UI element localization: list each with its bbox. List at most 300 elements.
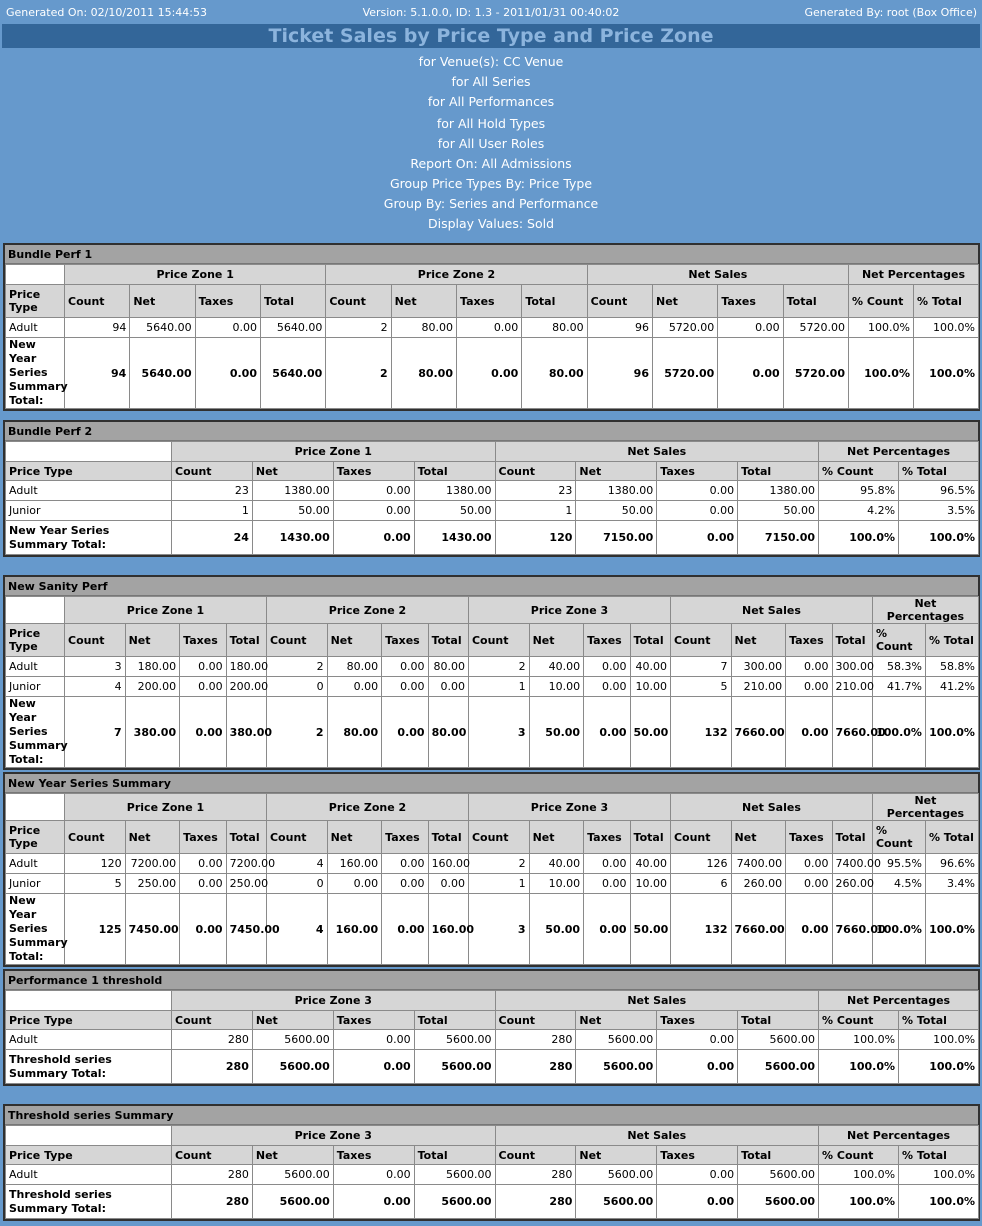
count-header: Count	[65, 624, 126, 657]
percentage-value: 100.0%	[848, 318, 913, 338]
zone-value: 80.00	[428, 657, 468, 677]
total-header: Total	[226, 821, 266, 854]
pct-total-header: % Total	[899, 1146, 979, 1165]
zone-value: 1430.00	[252, 521, 333, 555]
net-sales-value: 280	[495, 1050, 576, 1084]
zone-value: 1	[172, 501, 253, 521]
total-header: Total	[260, 285, 325, 318]
percentage-value: 100.0%	[819, 1185, 899, 1219]
net-header: Net	[731, 821, 786, 854]
zone-value: 0.00	[382, 874, 428, 894]
zone-value: 0.00	[584, 874, 630, 894]
zone-value: 0.00	[327, 874, 382, 894]
report-section	[3, 772, 980, 967]
criteria-line: Display Values: Sold	[427, 216, 555, 231]
zone-value: 125	[65, 894, 126, 965]
column-header-row	[6, 285, 979, 318]
sales-table	[5, 596, 979, 768]
row-label: Junior	[6, 501, 172, 521]
zone-value: 0.00	[456, 318, 521, 338]
net-header: Net	[391, 285, 456, 318]
row-label: Adult	[6, 1165, 172, 1185]
taxes-header: Taxes	[657, 462, 738, 481]
net-percentages-header: Net Percentages	[819, 991, 979, 1011]
taxes-header: Taxes	[180, 821, 226, 854]
taxes-header: Taxes	[657, 1011, 738, 1030]
net-header: Net	[125, 821, 180, 854]
net-sales-value: 0.00	[657, 1165, 738, 1185]
net-sales-value: 120	[495, 521, 576, 555]
net-sales-value: 7660.00	[832, 894, 872, 965]
count-header: Count	[495, 462, 576, 481]
percentage-value: 100.0%	[899, 1030, 979, 1050]
header-spacer	[6, 442, 172, 462]
percentage-value: 95.8%	[819, 481, 899, 501]
report-section	[3, 969, 980, 1086]
net-header: Net	[125, 624, 180, 657]
zone-value: 0.00	[584, 854, 630, 874]
net-sales-value: 96	[587, 318, 652, 338]
price-zone-header: Price Zone 2	[326, 265, 587, 285]
group-header-row	[6, 794, 979, 821]
zone-value: 2	[326, 338, 391, 409]
percentage-value: 96.6%	[925, 854, 978, 874]
price-type-row	[6, 481, 979, 501]
sales-table	[5, 793, 979, 965]
row-label: New Year Series Summary Total:	[6, 338, 65, 409]
zone-value: 50.00	[529, 697, 584, 768]
header-spacer	[6, 1126, 172, 1146]
net-sales-value: 0.00	[786, 697, 832, 768]
price-zone-header: Price Zone 3	[468, 794, 670, 821]
section-title: Threshold series Summary	[5, 1106, 978, 1125]
column-header-row	[6, 821, 979, 854]
percentage-value: 100.0%	[848, 338, 913, 409]
zone-value: 80.00	[522, 338, 587, 409]
percentage-value: 4.5%	[872, 874, 925, 894]
zone-value: 50.00	[630, 697, 670, 768]
net-header: Net	[576, 462, 657, 481]
net-sales-value: 210.00	[832, 677, 872, 697]
row-label: Adult	[6, 318, 65, 338]
net-sales-value: 5600.00	[738, 1050, 819, 1084]
total-header: Total	[738, 1146, 819, 1165]
zone-value: 0.00	[180, 697, 226, 768]
zone-value: 5600.00	[252, 1030, 333, 1050]
net-sales-value: 126	[670, 854, 731, 874]
zone-value: 80.00	[391, 338, 456, 409]
zone-value: 0.00	[382, 657, 428, 677]
zone-value: 3	[468, 894, 529, 965]
percentage-value: 41.2%	[925, 677, 978, 697]
net-sales-value: 280	[495, 1165, 576, 1185]
zone-value: 0.00	[333, 1165, 414, 1185]
price-zone-header: Price Zone 2	[266, 794, 468, 821]
zone-value: 7450.00	[226, 894, 266, 965]
price-zone-header: Price Zone 3	[172, 1126, 496, 1146]
pct-count-header: % Count	[872, 821, 925, 854]
zone-value: 0	[266, 677, 327, 697]
zone-value: 0.00	[382, 697, 428, 768]
group-header-row	[6, 442, 979, 462]
taxes-header: Taxes	[382, 821, 428, 854]
report-title: Ticket Sales by Price Type and Price Zone	[2, 24, 980, 48]
zone-value: 0.00	[584, 677, 630, 697]
summary-total-row	[6, 697, 979, 768]
price-type-header: Price Type	[6, 462, 172, 481]
price-zone-header: Price Zone 2	[266, 597, 468, 624]
group-header-row	[6, 265, 979, 285]
zone-value: 3	[65, 657, 126, 677]
percentage-value: 96.5%	[899, 481, 979, 501]
percentage-value: 3.4%	[925, 874, 978, 894]
price-type-row	[6, 1165, 979, 1185]
net-header: Net	[529, 821, 584, 854]
zone-value: 0.00	[584, 894, 630, 965]
group-header-row	[6, 1126, 979, 1146]
zone-value: 5600.00	[414, 1030, 495, 1050]
column-header-row	[6, 462, 979, 481]
net-sales-value: 0.00	[657, 481, 738, 501]
taxes-header: Taxes	[180, 624, 226, 657]
pct-count-header: % Count	[848, 285, 913, 318]
summary-total-row	[6, 338, 979, 409]
row-label: Adult	[6, 1030, 172, 1050]
pct-total-header: % Total	[913, 285, 978, 318]
zone-value: 120	[65, 854, 126, 874]
zone-value: 2	[468, 854, 529, 874]
price-type-row	[6, 677, 979, 697]
net-sales-value: 0.00	[786, 874, 832, 894]
net-sales-value: 5600.00	[576, 1185, 657, 1219]
total-header: Total	[414, 462, 495, 481]
net-sales-value: 5600.00	[738, 1030, 819, 1050]
section-title: New Sanity Perf	[5, 577, 978, 596]
zone-value: 7200.00	[125, 854, 180, 874]
summary-total-row	[6, 894, 979, 965]
row-label: New Year Series Summary Total:	[6, 697, 65, 768]
net-sales-value: 0.00	[786, 677, 832, 697]
zone-value: 1380.00	[414, 481, 495, 501]
net-sales-value: 6	[670, 874, 731, 894]
zone-value: 0.00	[333, 1050, 414, 1084]
net-sales-value: 1380.00	[576, 481, 657, 501]
zone-value: 280	[172, 1165, 253, 1185]
percentage-value: 100.0%	[899, 1050, 979, 1084]
net-sales-value: 5	[670, 677, 731, 697]
net-sales-value: 23	[495, 481, 576, 501]
count-header: Count	[495, 1011, 576, 1030]
taxes-header: Taxes	[786, 821, 832, 854]
net-sales-value: 7400.00	[731, 854, 786, 874]
taxes-header: Taxes	[786, 624, 832, 657]
sales-table	[5, 264, 979, 409]
net-sales-value: 0.00	[657, 1185, 738, 1219]
net-sales-value: 5720.00	[783, 318, 848, 338]
net-sales-value: 0.00	[786, 894, 832, 965]
percentage-value: 100.0%	[872, 894, 925, 965]
zone-value: 0.00	[584, 697, 630, 768]
net-sales-value: 280	[495, 1030, 576, 1050]
price-type-row	[6, 318, 979, 338]
summary-total-row	[6, 1050, 979, 1084]
zone-value: 5600.00	[252, 1050, 333, 1084]
criteria-line: for Venue(s): CC Venue	[418, 54, 564, 69]
zone-value: 10.00	[630, 874, 670, 894]
zone-value: 23	[172, 481, 253, 501]
percentage-value: 100.0%	[925, 697, 978, 768]
header-spacer	[6, 265, 65, 285]
zone-value: 5640.00	[130, 318, 195, 338]
zone-value: 250.00	[125, 874, 180, 894]
header-spacer	[6, 597, 65, 624]
net-header: Net	[252, 1011, 333, 1030]
row-label: Junior	[6, 874, 65, 894]
criteria-line: for All Performances	[427, 94, 555, 109]
net-header: Net	[652, 285, 717, 318]
zone-value: 280	[172, 1030, 253, 1050]
zone-value: 94	[65, 338, 130, 409]
zone-value: 0.00	[382, 894, 428, 965]
zone-value: 0.00	[382, 677, 428, 697]
zone-value: 5640.00	[260, 338, 325, 409]
percentage-value: 100.0%	[872, 697, 925, 768]
percentage-value: 100.0%	[925, 894, 978, 965]
net-sales-value: 5720.00	[783, 338, 848, 409]
zone-value: 5640.00	[260, 318, 325, 338]
percentage-value: 100.0%	[819, 1050, 899, 1084]
zone-value: 0.00	[180, 657, 226, 677]
net-sales-value: 7150.00	[576, 521, 657, 555]
group-header-row	[6, 597, 979, 624]
net-header: Net	[327, 821, 382, 854]
price-zone-header: Price Zone 1	[65, 794, 267, 821]
taxes-header: Taxes	[718, 285, 783, 318]
net-sales-header: Net Sales	[495, 1126, 819, 1146]
price-zone-header: Price Zone 1	[172, 442, 496, 462]
price-type-row	[6, 874, 979, 894]
net-sales-value: 5720.00	[652, 338, 717, 409]
zone-value: 50.00	[630, 894, 670, 965]
taxes-header: Taxes	[382, 624, 428, 657]
taxes-header: Taxes	[657, 1146, 738, 1165]
version-info: Version: 5.1.0.0, ID: 1.3 - 2011/01/31 00:40:02	[362, 6, 620, 19]
total-header: Total	[428, 821, 468, 854]
price-type-header: Price Type	[6, 285, 65, 318]
total-header: Total	[832, 624, 872, 657]
taxes-header: Taxes	[333, 1146, 414, 1165]
total-header: Total	[630, 624, 670, 657]
report-header-bar	[0, 0, 982, 24]
total-header: Total	[630, 821, 670, 854]
net-sales-value: 0.00	[786, 657, 832, 677]
total-header: Total	[738, 1011, 819, 1030]
zone-value: 4	[65, 677, 126, 697]
pct-count-header: % Count	[819, 1011, 899, 1030]
net-header: Net	[529, 624, 584, 657]
zone-value: 94	[65, 318, 130, 338]
net-sales-value: 50.00	[576, 501, 657, 521]
percentage-value: 100.0%	[913, 338, 978, 409]
net-sales-value: 96	[587, 338, 652, 409]
row-label: New Year Series Summary Total:	[6, 521, 172, 555]
zone-value: 1	[468, 677, 529, 697]
zone-value: 200.00	[125, 677, 180, 697]
price-type-header: Price Type	[6, 821, 65, 854]
percentage-value: 100.0%	[819, 521, 899, 555]
count-header: Count	[670, 821, 731, 854]
net-sales-value: 300.00	[731, 657, 786, 677]
price-type-row	[6, 501, 979, 521]
zone-value: 280	[172, 1185, 253, 1219]
percentage-value: 100.0%	[819, 1165, 899, 1185]
percentage-value: 3.5%	[899, 501, 979, 521]
count-header: Count	[587, 285, 652, 318]
zone-value: 0.00	[327, 677, 382, 697]
total-header: Total	[414, 1011, 495, 1030]
criteria-line: for All User Roles	[437, 136, 545, 151]
percentage-value: 58.8%	[925, 657, 978, 677]
net-sales-value: 5600.00	[576, 1165, 657, 1185]
sales-table	[5, 990, 979, 1084]
zone-value: 50.00	[529, 894, 584, 965]
zone-value: 7	[65, 697, 126, 768]
net-sales-value: 7400.00	[832, 854, 872, 874]
price-type-row	[6, 657, 979, 677]
zone-value: 7200.00	[226, 854, 266, 874]
zone-value: 5600.00	[252, 1185, 333, 1219]
zone-value: 50.00	[252, 501, 333, 521]
zone-value: 80.00	[327, 657, 382, 677]
zone-value: 80.00	[327, 697, 382, 768]
total-header: Total	[783, 285, 848, 318]
zone-value: 0.00	[180, 874, 226, 894]
summary-total-row	[6, 1185, 979, 1219]
zone-value: 5600.00	[414, 1165, 495, 1185]
net-percentages-header: Net Percentages	[872, 597, 978, 624]
zone-value: 160.00	[327, 854, 382, 874]
zone-value: 380.00	[125, 697, 180, 768]
column-header-row	[6, 624, 979, 657]
summary-total-row	[6, 521, 979, 555]
zone-value: 250.00	[226, 874, 266, 894]
price-type-header: Price Type	[6, 1011, 172, 1030]
generated-by: Generated By: root (Box Office)	[804, 6, 977, 19]
net-sales-value: 5600.00	[576, 1050, 657, 1084]
zone-value: 0.00	[180, 677, 226, 697]
zone-value: 0.00	[180, 894, 226, 965]
total-header: Total	[832, 821, 872, 854]
zone-value: 2	[468, 657, 529, 677]
net-header: Net	[252, 1146, 333, 1165]
price-zone-header: Price Zone 1	[65, 265, 326, 285]
count-header: Count	[468, 821, 529, 854]
section-title: Performance 1 threshold	[5, 971, 978, 990]
net-percentages-header: Net Percentages	[872, 794, 978, 821]
taxes-header: Taxes	[456, 285, 521, 318]
report-section	[3, 1104, 980, 1221]
net-sales-value: 7150.00	[738, 521, 819, 555]
net-sales-value: 50.00	[738, 501, 819, 521]
price-type-row	[6, 1030, 979, 1050]
net-sales-value: 5600.00	[576, 1030, 657, 1050]
pct-total-header: % Total	[899, 1011, 979, 1030]
criteria-line: for All Series	[451, 74, 531, 89]
zone-value: 0.00	[180, 854, 226, 874]
net-sales-value: 7660.00	[731, 697, 786, 768]
zone-value: 2	[266, 657, 327, 677]
total-header: Total	[522, 285, 587, 318]
report-section	[3, 420, 980, 557]
count-header: Count	[65, 821, 126, 854]
net-sales-value: 132	[670, 697, 731, 768]
report-section	[3, 243, 980, 411]
taxes-header: Taxes	[333, 1011, 414, 1030]
zone-value: 160.00	[327, 894, 382, 965]
zone-value: 24	[172, 521, 253, 555]
net-sales-value: 5720.00	[652, 318, 717, 338]
price-zone-header: Price Zone 3	[172, 991, 496, 1011]
criteria-line: for All Hold Types	[436, 116, 546, 131]
column-header-row	[6, 1146, 979, 1165]
zone-value: 0.00	[428, 874, 468, 894]
count-header: Count	[266, 821, 327, 854]
row-label: Adult	[6, 854, 65, 874]
row-label: Threshold series Summary Total:	[6, 1050, 172, 1084]
net-sales-value: 0.00	[718, 318, 783, 338]
count-header: Count	[172, 1011, 253, 1030]
count-header: Count	[172, 1146, 253, 1165]
net-sales-value: 0.00	[657, 501, 738, 521]
zone-value: 0.00	[428, 677, 468, 697]
row-label: Threshold series Summary Total:	[6, 1185, 172, 1219]
taxes-header: Taxes	[584, 821, 630, 854]
zone-value: 0.00	[333, 1030, 414, 1050]
zone-value: 40.00	[529, 657, 584, 677]
net-sales-value: 132	[670, 894, 731, 965]
net-sales-value: 7660.00	[731, 894, 786, 965]
zone-value: 10.00	[529, 874, 584, 894]
section-title: New Year Series Summary	[5, 774, 978, 793]
header-spacer	[6, 991, 172, 1011]
percentage-value: 95.5%	[872, 854, 925, 874]
net-sales-value: 260.00	[832, 874, 872, 894]
net-sales-value: 280	[495, 1185, 576, 1219]
zone-value: 0.00	[456, 338, 521, 409]
net-percentages-header: Net Percentages	[819, 442, 979, 462]
zone-value: 40.00	[630, 854, 670, 874]
zone-value: 160.00	[428, 894, 468, 965]
zone-value: 5600.00	[414, 1185, 495, 1219]
zone-value: 0.00	[195, 318, 260, 338]
header-spacer	[6, 794, 65, 821]
net-percentages-header: Net Percentages	[819, 1126, 979, 1146]
taxes-header: Taxes	[333, 462, 414, 481]
net-sales-header: Net Sales	[587, 265, 848, 285]
pct-count-header: % Count	[872, 624, 925, 657]
row-label: Junior	[6, 677, 65, 697]
zone-value: 0.00	[333, 1185, 414, 1219]
criteria-line: Group By: Series and Performance	[383, 196, 599, 211]
pct-total-header: % Total	[925, 821, 978, 854]
count-header: Count	[65, 285, 130, 318]
net-header: Net	[576, 1146, 657, 1165]
net-sales-value: 1	[495, 501, 576, 521]
pct-count-header: % Count	[819, 462, 899, 481]
zone-value: 180.00	[125, 657, 180, 677]
generated-on: Generated On: 02/10/2011 15:44:53	[6, 6, 207, 19]
net-sales-header: Net Sales	[495, 991, 819, 1011]
